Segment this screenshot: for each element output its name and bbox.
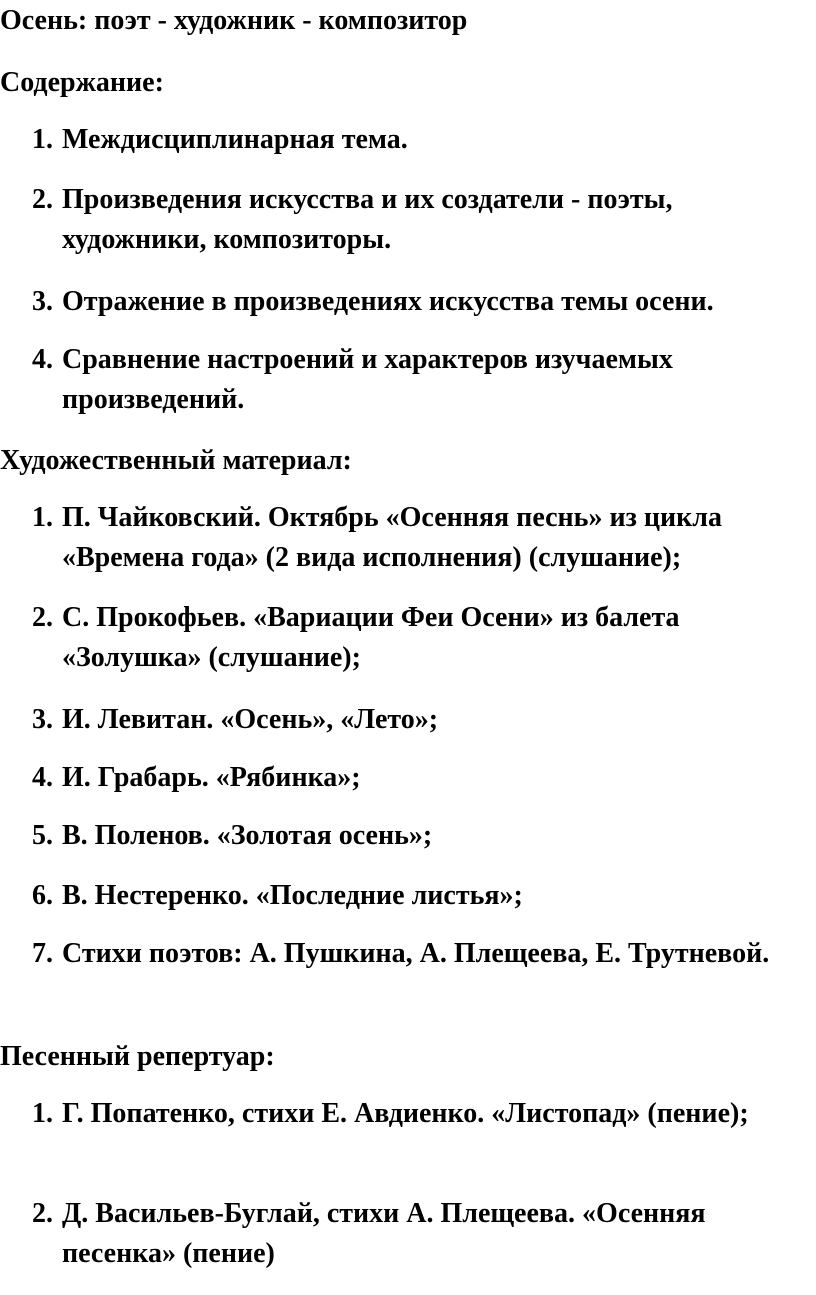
list-number: 2. <box>32 184 53 215</box>
list-item <box>32 180 802 260</box>
list-item <box>32 498 802 578</box>
list-item <box>32 816 802 856</box>
list-number: 5. <box>32 820 53 851</box>
list-item <box>32 340 802 420</box>
list-number: 2. <box>32 1198 53 1229</box>
list-text: Г. Попатенко, стихи Е. Авдиенко. «Листопад» (пение); <box>62 1098 749 1129</box>
section-heading-materials: Художественный материал: <box>0 445 352 476</box>
section-heading-repertoire: Песенный репертуар: <box>0 1041 275 1072</box>
list-item <box>32 934 802 974</box>
list-text: И. Левитан. «Осень», «Лето»; <box>62 704 439 735</box>
list-item <box>32 758 802 798</box>
list-number: 1. <box>32 502 53 533</box>
list-text: С. Прокофьев. «Вариации Феи Осени» из балета «Золушка» (слушание); <box>62 602 680 673</box>
list-text: Отражение в произведениях искусства темы осени. <box>62 286 714 317</box>
list-number: 1. <box>32 124 53 155</box>
section-heading-contents: Содержание: <box>0 67 164 98</box>
list-number: 2. <box>32 602 53 633</box>
list-text: В. Нестеренко. «Последние листья»; <box>62 880 523 911</box>
list-text: Междисциплинарная тема. <box>62 124 408 155</box>
list-number: 7. <box>32 938 53 969</box>
list-text: Стихи поэтов: А. Пушкина, А. Плещеева, Е. Трутневой. <box>62 938 770 969</box>
list-number: 4. <box>32 762 53 793</box>
list-text: П. Чайковский. Октябрь «Осенняя песнь» из цикла «Времена года» (2 вида исполнения) (слушание); <box>62 502 722 573</box>
list-number: 4. <box>32 344 53 375</box>
list-item <box>32 282 802 322</box>
list-number: 6. <box>32 880 53 911</box>
list-item <box>32 120 802 160</box>
list-item <box>32 700 802 740</box>
list-text: В. Поленов. «Золотая осень»; <box>62 820 433 851</box>
document-title: Осень: поэт - художник - композитор <box>0 5 468 36</box>
list-number: 3. <box>32 704 53 735</box>
list-item <box>32 1094 802 1134</box>
list-text: И. Грабарь. «Рябинка»; <box>62 762 361 793</box>
list-number: 3. <box>32 286 53 317</box>
list-item <box>32 876 802 916</box>
list-item <box>32 1194 802 1274</box>
list-number: 1. <box>32 1098 53 1129</box>
list-text: Сравнение настроений и характеров изучаемых произведений. <box>62 344 673 415</box>
list-item <box>32 598 802 678</box>
list-text: Д. Васильев-Буглай, стихи А. Плещеева. «Осенняя песенка» (пение) <box>62 1198 706 1269</box>
list-text: Произведения искусства и их создатели - поэты, художники, композиторы. <box>62 184 673 255</box>
